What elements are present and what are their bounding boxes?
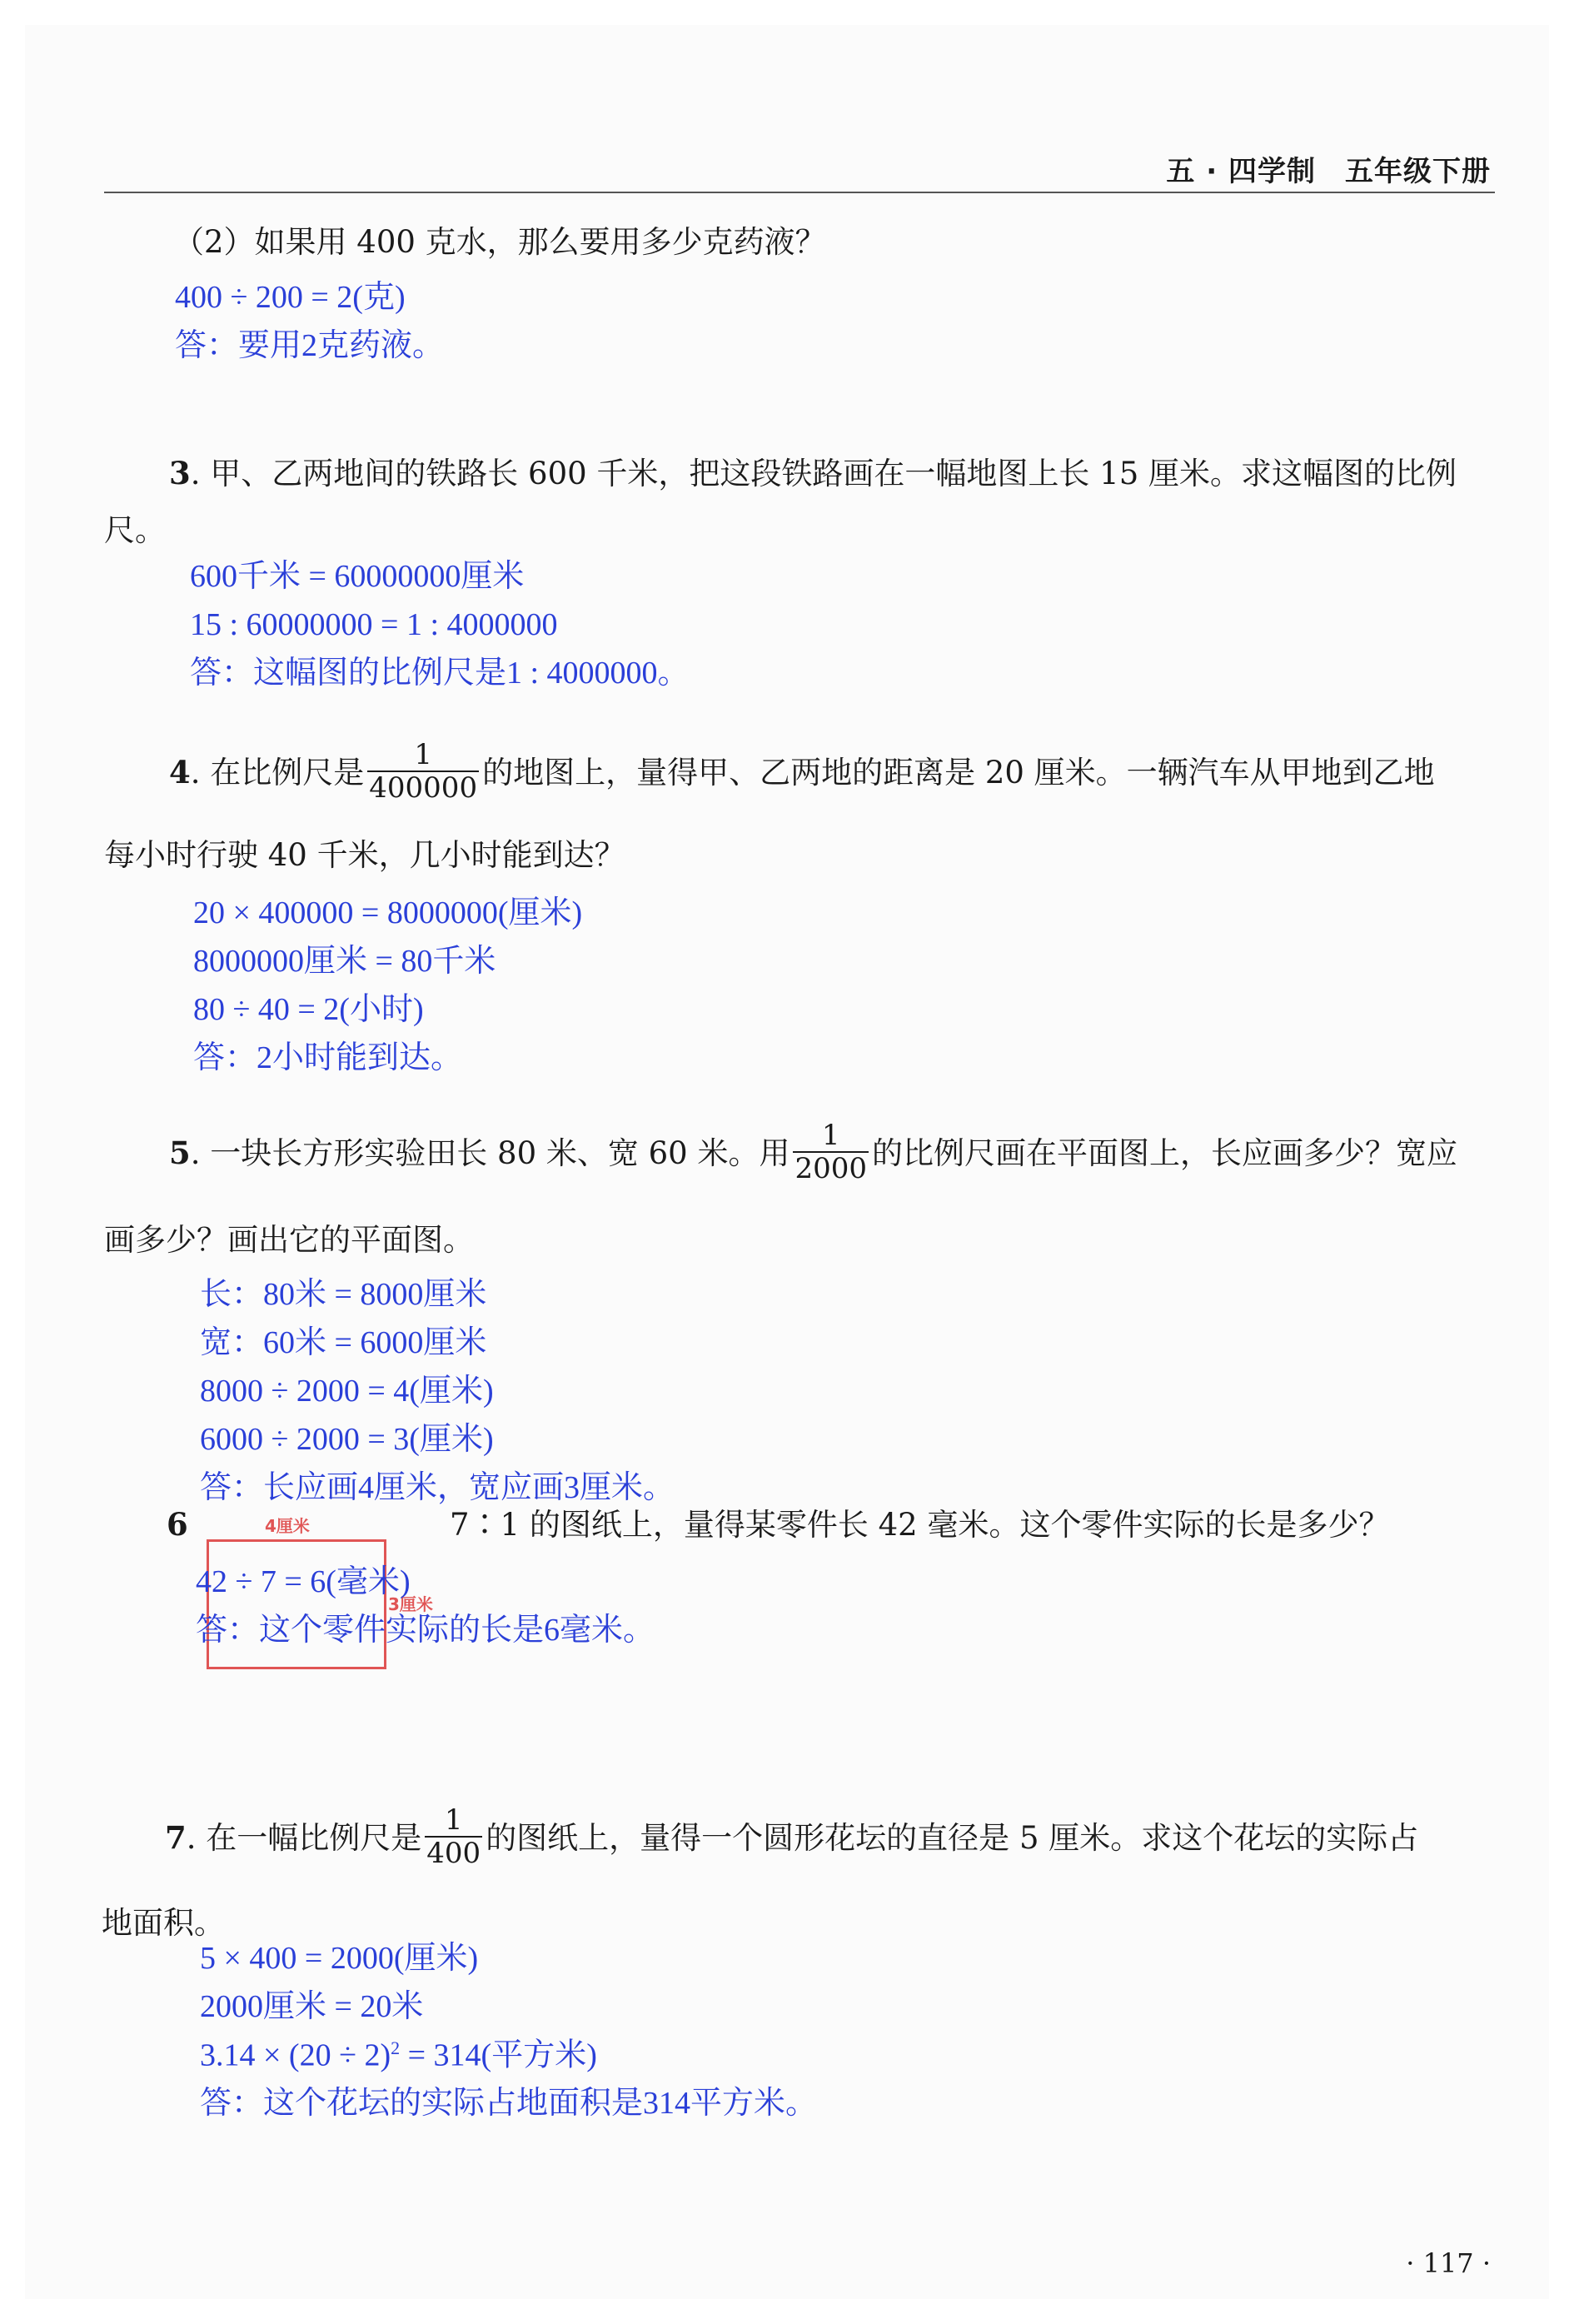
question-2-2: （2）如果用 400 克水，那么要用多少克药液？: [173, 224, 826, 260]
answer-4-line-4: 答：2小时能到达。: [193, 1040, 463, 1075]
question-4-line-2: 每小时行驶 40 千米，几小时能到达？: [104, 837, 625, 873]
answer-5-line-1: 长：80米 = 8000厘米: [200, 1277, 487, 1312]
answer-7-line-3-exponent: 2: [391, 2037, 401, 2058]
question-5: [169, 1119, 1458, 1187]
answer-4-line-3: 80 ÷ 40 = 2(小时): [193, 992, 424, 1027]
sketch-width-label: 3厘米: [388, 1594, 433, 1614]
question-3-text: . 甲、乙两地间的铁路长 600 千米，把这段铁路画在一幅地图上长 15 厘米。求这幅图的比例: [190, 456, 1457, 491]
question-5-fraction-denominator: 2000: [794, 1151, 868, 1185]
page-header: 五 · 四学制 五年级下册: [1166, 155, 1491, 188]
question-4: [169, 738, 1435, 806]
question-5-text-pre: . 一块长方形实验田长 80 米、宽 60 米。用: [190, 1135, 790, 1172]
question-5-line-2: 画多少？画出它的平面图。: [104, 1222, 474, 1258]
answer-2-2-line-1: 400 ÷ 200 = 2(克): [175, 280, 406, 315]
answer-3-line-2: 15 : 60000000 = 1 : 4000000: [190, 607, 558, 642]
question-7-number: 7: [165, 1819, 187, 1857]
answer-7-line-2: 2000厘米 = 20米: [200, 1989, 424, 2024]
answer-3-line-1: 600千米 = 60000000厘米: [190, 559, 525, 594]
question-3-number: 3: [169, 455, 191, 491]
answer-4-line-1: 20 × 400000 = 8000000(厘米): [193, 895, 583, 930]
question-7-fraction-denominator: 400: [426, 1836, 481, 1870]
plan-sketch-rectangle: [207, 1539, 386, 1669]
answer-7-line-1: 5 × 400 = 2000(厘米): [200, 1941, 479, 1976]
answer-2-2-line-2: 答：要用2克药液。: [175, 328, 445, 363]
answer-5-line-3: 8000 ÷ 2000 = 4(厘米): [200, 1374, 494, 1409]
answer-5-line-2: 宽：60米 = 6000厘米: [200, 1325, 487, 1360]
answer-6-line-2: 答：这个零件实际的长是6毫米。: [196, 1613, 655, 1648]
answer-3-line-3: 答：这幅图的比例尺是1 : 4000000。: [190, 656, 690, 691]
answer-5-line-4: 6000 ÷ 2000 = 3(厘米): [200, 1422, 494, 1457]
header-rule: [104, 192, 1495, 193]
answer-7-line-3: [200, 2039, 597, 2072]
answer-7-line-4: 答：这个花坛的实际占地面积是314平方米。: [200, 2086, 818, 2121]
sketch-length-label: 4厘米: [265, 1516, 310, 1536]
question-5-text-post: 的比例尺画在平面图上，长应画多少？宽应: [872, 1135, 1458, 1172]
question-4-fraction-denominator: 400000: [369, 771, 478, 805]
question-4-fraction-numerator: 1: [414, 738, 432, 771]
page-number: · 117 ·: [1406, 2247, 1491, 2279]
question-7-text-pre: . 在一幅比例尺是: [186, 1820, 422, 1857]
question-3-line-2: 尺。: [104, 512, 166, 548]
answer-5-line-5: 答：长应画4厘米，宽应画3厘米。: [200, 1470, 675, 1505]
question-3: [169, 455, 1457, 491]
answer-6-line-1: 42 ÷ 7 = 6(毫米): [196, 1564, 411, 1599]
answer-7-line-3-post: = 314(平方米): [400, 2037, 597, 2073]
question-7-fraction-numerator: 1: [444, 1803, 463, 1837]
question-4-number: 4: [169, 754, 191, 791]
question-4-fraction: [367, 738, 479, 805]
question-4-text-post: 的地图上，量得甲、乙两地的距离是 20 厘米。一辆汽车从甲地到乙地: [482, 755, 1435, 791]
question-7-fraction: [425, 1803, 482, 1870]
question-5-fraction-numerator: 1: [821, 1119, 840, 1152]
question-6-number: 6: [167, 1506, 188, 1543]
question-5-number: 5: [169, 1135, 191, 1172]
answer-7-line-3-pre: 3.14 × (20 ÷ 2): [200, 2037, 391, 2073]
question-4-text-pre: . 在比例尺是: [190, 755, 365, 791]
question-7-text-post: 的图纸上，量得一个圆形花坛的直径是 5 厘米。求这个花坛的实际占: [486, 1820, 1419, 1857]
question-7-line-2: 地面积。: [102, 1905, 225, 1941]
question-6-text: 7∶1 的图纸上，量得某零件长 42 毫米。这个零件实际的长是多少？: [450, 1507, 1390, 1543]
question-5-fraction: [793, 1121, 869, 1184]
question-7: [165, 1803, 1419, 1872]
answer-4-line-2: 8000000厘米 = 80千米: [193, 944, 496, 979]
